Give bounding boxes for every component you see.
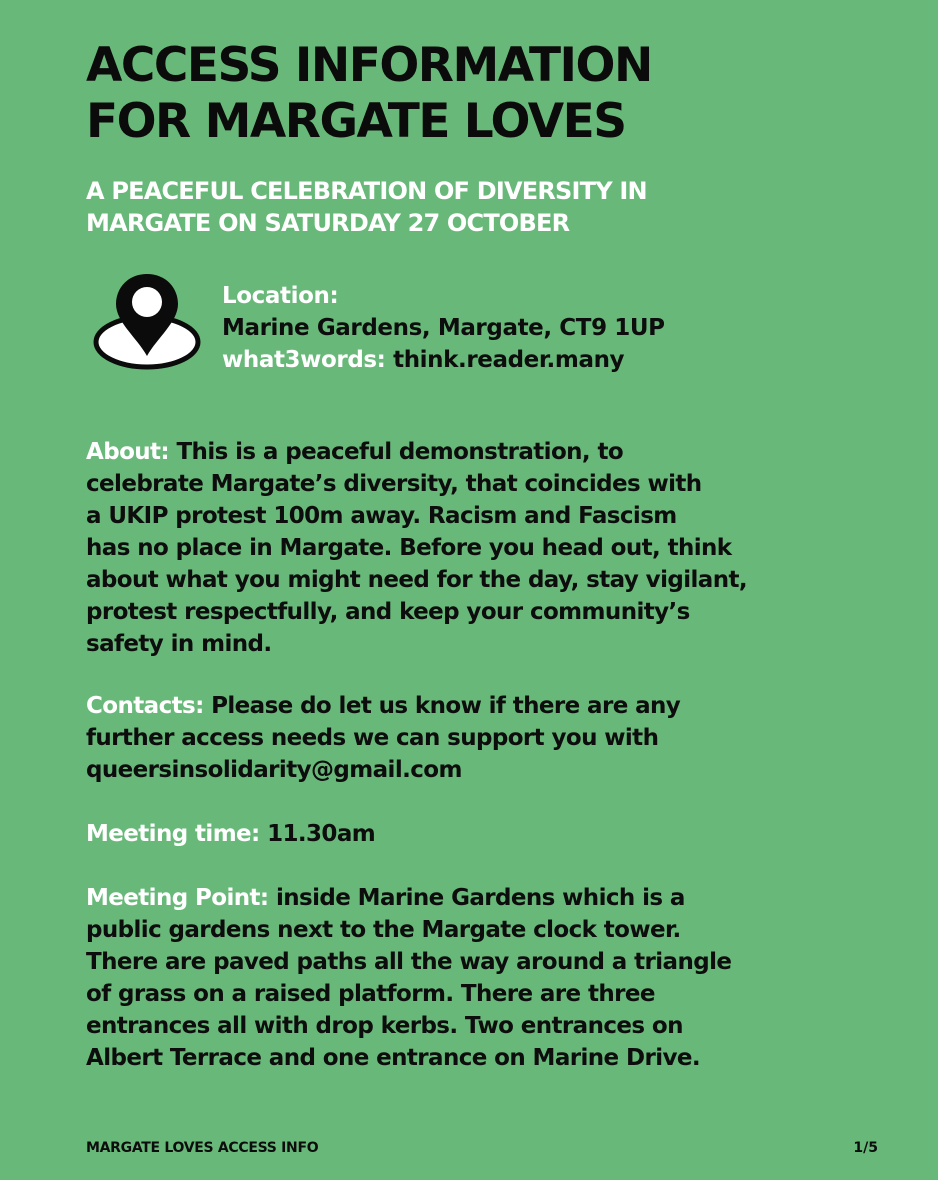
meeting-point-line: There are paved paths all the way around a triangle (86, 949, 732, 975)
subtitle-line-2: MARGATE ON SATURDAY 27 OCTOBER (86, 209, 570, 237)
meeting-point-line: of grass on a raised platform. There are three (86, 981, 655, 1007)
meeting-point-line: entrances all with drop kerbs. Two entrances on (86, 1013, 683, 1039)
about-label: About: (86, 439, 170, 465)
meeting-time-section (86, 818, 886, 850)
footer-title: MARGATE LOVES ACCESS INFO (86, 1140, 319, 1156)
meeting-point-section (86, 882, 886, 1074)
about-line: This is a peaceful demonstration, to (176, 439, 624, 465)
page-number: 1/5 (853, 1140, 878, 1156)
subtitle-line-1: A PEACEFUL CELEBRATION OF DIVERSITY IN (86, 177, 647, 205)
about-line: a UKIP protest 100m away. Racism and Fascism (86, 503, 677, 529)
about-line: has no place in Margate. Before you head out, think (86, 535, 732, 561)
meeting-time-label: Meeting time: (86, 821, 260, 847)
location-address: Marine Gardens, Margate, CT9 1UP (222, 315, 665, 341)
meeting-point-label: Meeting Point: (86, 885, 269, 911)
about-line: celebrate Margate’s diversity, that coincides with (86, 471, 702, 497)
contacts-line: Please do let us know if there are any (211, 693, 681, 719)
page-subtitle (86, 175, 886, 239)
title-line-2: FOR MARGATE LOVES (86, 94, 626, 149)
location-label: Location: (222, 283, 339, 309)
meeting-time-value: 11.30am (267, 821, 376, 847)
location-block (222, 280, 862, 376)
meeting-point-line: inside Marine Gardens which is a (275, 885, 685, 911)
page-title (86, 38, 906, 150)
contacts-section (86, 690, 886, 786)
title-line-1: ACCESS INFORMATION (86, 38, 652, 93)
location-pin-icon (92, 270, 202, 372)
about-line: protest respectfully, and keep your community’s (86, 599, 690, 625)
about-line: safety in mind. (86, 631, 272, 657)
contacts-line: further access needs we can support you with (86, 725, 659, 751)
contacts-label: Contacts: (86, 693, 204, 719)
contact-email: queersinsolidarity@gmail.com (86, 757, 462, 783)
about-section (86, 436, 886, 660)
what3words-value: think.reader.many (393, 347, 625, 373)
what3words-label: what3words: (222, 347, 386, 373)
about-line: about what you might need for the day, stay vigilant, (86, 567, 748, 593)
meeting-point-line: public gardens next to the Margate clock tower. (86, 917, 681, 943)
meeting-point-line: Albert Terrace and one entrance on Marine Drive. (86, 1045, 701, 1071)
